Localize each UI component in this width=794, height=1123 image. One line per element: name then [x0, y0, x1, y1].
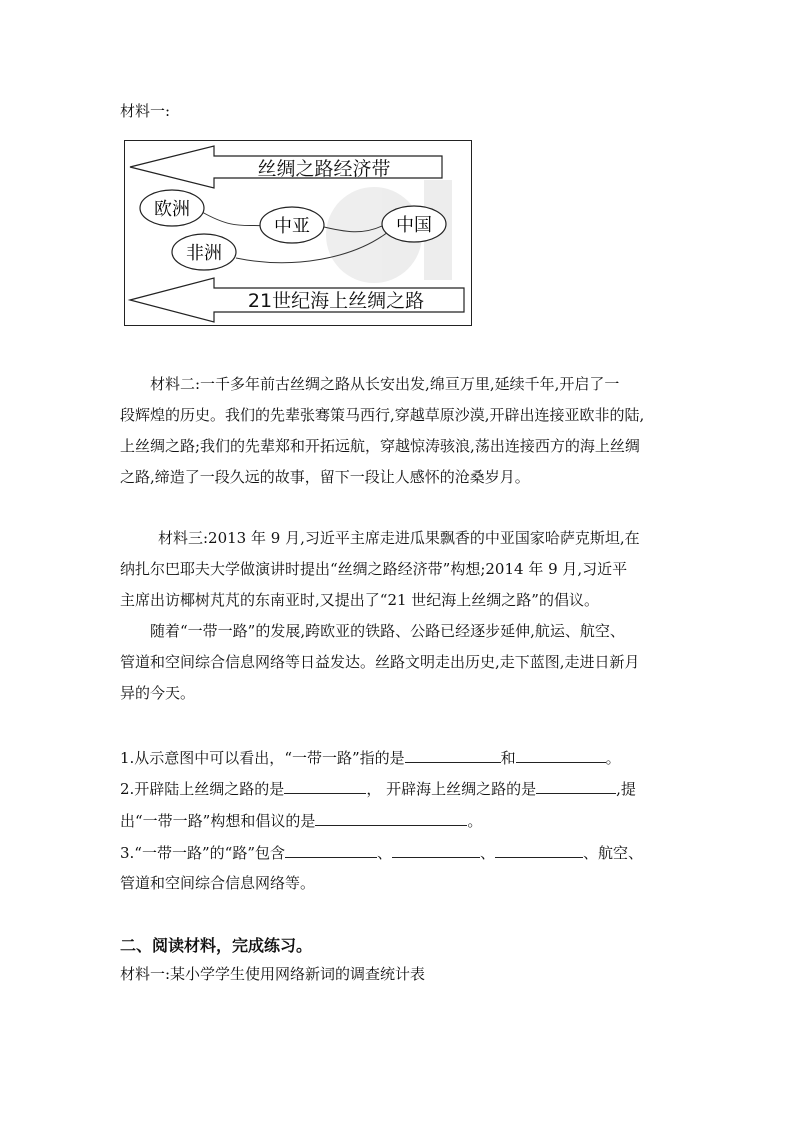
q3-blank-2[interactable] [392, 842, 480, 858]
material2-line-2: 段辉煌的历史。我们的先辈张骞策马西行,穿越草原沙漠,开辟出连接亚欧非的陆, [120, 406, 645, 424]
q3-text-a: 3.“一带一路”的“路”包含 [120, 844, 285, 862]
q1-text-b: 和 [500, 749, 516, 767]
q2-text-b: ， 开辟海上丝绸之路的是 [366, 780, 537, 798]
material3-line-1: 材料三:2013 年 9 月,习近平主席走进瓜果飘香的中亚国家哈萨克斯坦,在 [158, 529, 640, 547]
q1-text-a: 1.从示意图中可以看出，“一带一路”指的是 [120, 749, 405, 767]
section2-heading: 二、阅读材料，完成练习。 [120, 936, 313, 955]
material3-line-6: 异的今天。 [120, 684, 196, 702]
q3-text-c: 、 [480, 844, 496, 862]
q2-blank-3[interactable] [315, 810, 467, 826]
q2-text-e: 。 [467, 812, 483, 830]
q1-text-c: 。 [605, 749, 621, 767]
material3-line-4: 随着“一带一路”的发展,跨欧亚的铁路、公路已经逐步延伸,航运、航空、 [150, 622, 625, 640]
material3-line-2: 纳扎尔巴耶夫大学做演讲时提出“丝绸之路经济带”构想;2014 年 9 月,习近平 [120, 560, 628, 578]
bottom-arrow-label: 21世纪海上丝绸之路 [247, 290, 425, 312]
material2-line-4: 之路,缔造了一段久远的故事，留下一段让人感怀的沧桑岁月。 [120, 468, 530, 486]
node-china-label: 中国 [396, 215, 432, 236]
q1-blank-2[interactable] [516, 747, 606, 763]
node-europe-label: 欧洲 [154, 199, 190, 220]
node-central-asia-label: 中亚 [274, 216, 310, 237]
question-2-line-2 [120, 810, 482, 831]
question-2-line-1 [120, 778, 636, 799]
q3-blank-1[interactable] [285, 842, 377, 858]
q2-blank-2[interactable] [536, 778, 616, 794]
question-3-line-2: 管道和空间综合信息网络等。 [120, 874, 316, 892]
material3-line-3: 主席出访椰树芃芃的东南亚时,又提出了“21 世纪海上丝绸之路”的倡议。 [120, 591, 599, 609]
material1-label: 材料一: [120, 102, 171, 120]
section2-subheading: 材料一:某小学学生使用网络新词的调查统计表 [120, 965, 426, 983]
q2-text-c: ,提 [616, 780, 636, 798]
question-1 [120, 747, 621, 768]
q3-blank-3[interactable] [495, 842, 583, 858]
q2-text-a: 2.开辟陆上丝绸之路的是 [120, 780, 285, 798]
node-africa-label: 非洲 [186, 243, 222, 264]
material2-line-3: 上丝绸之路;我们的先辈郑和开拓远航，穿越惊涛骇浪,荡出连接西方的海上丝绸 [120, 437, 640, 455]
q3-text-b: 、 [377, 844, 393, 862]
q3-text-d: 、航空、 [583, 844, 644, 862]
material3-line-5: 管道和空间综合信息网络等日益发达。丝路文明走出历史,走下蓝图,走进日新月 [120, 653, 640, 671]
material2-line-1: 材料二:一千多年前古丝绸之路从长安出发,绵亘万里,延续千年,开启了一 [150, 375, 620, 393]
q1-blank-1[interactable] [405, 747, 501, 763]
silk-road-diagram [124, 140, 472, 326]
question-3-line-1 [120, 842, 643, 863]
q2-text-d: 出“一带一路”构想和倡议的是 [120, 812, 316, 830]
q2-blank-1[interactable] [284, 778, 366, 794]
top-arrow-label: 丝绸之路经济带 [257, 158, 391, 180]
